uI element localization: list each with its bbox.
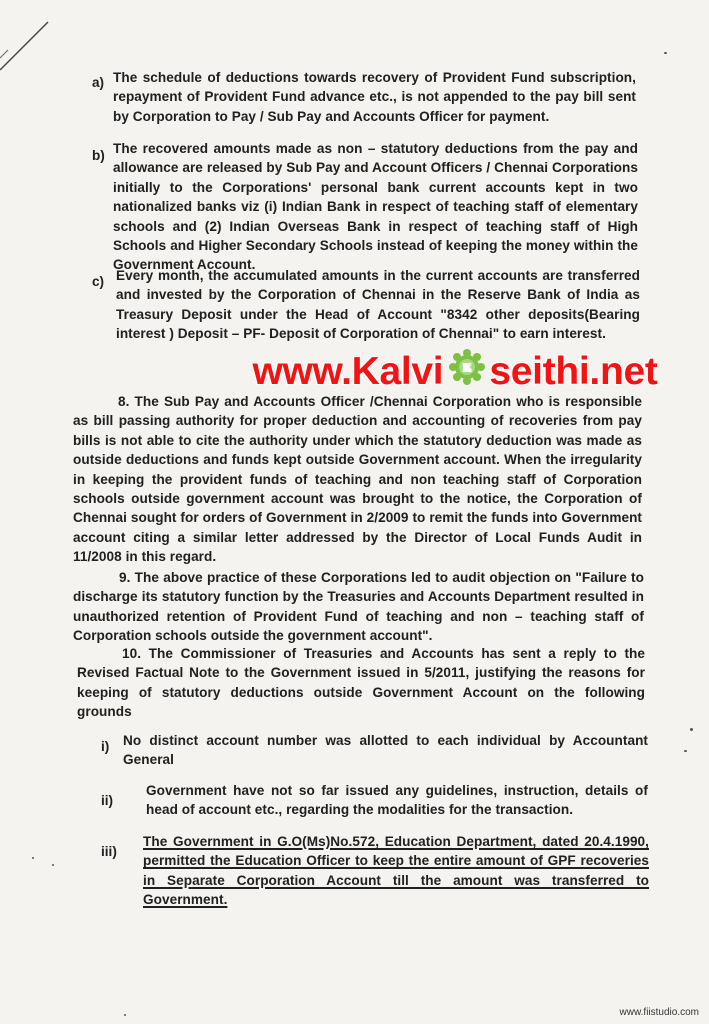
ground-ii-text: Government have not so far issued any guidelines, instruction, details of head of account etc., regarding the modalities for the transaction. <box>146 783 648 818</box>
paragraph-9: 9. The above practice of these Corporations led to audit objection on "Failure to discharge its statutory function by the Treasuries and Accounts Department resulted in unauthorized retention of Provident Fund of teaching and non – teaching staff of Corporation schools outside the government account". <box>73 570 644 644</box>
watermark-logo-letter: K <box>463 362 472 374</box>
item-c-text: Every month, the accumulated amounts in the current accounts are transferred and invested by the Corporation of Chennai in the Reserve Bank of India as Treasury Deposit under the Head of Account "8342 other deposits(Bearing interest ) Deposit – PF- Deposit of Corporation of Chennai" to earn interest. <box>116 268 640 342</box>
ground-ii-label: ii) <box>101 793 114 808</box>
footer-tag: www.fiistudio.com <box>619 1007 699 1018</box>
paragraph-10: 10. The Commissioner of Treasuries and Accounts has sent a reply to the Revised Factual Note to the Government issued in 5/2011, justifying the reasons for keeping of statutory deductions outside Government Account on the following grounds <box>77 646 645 720</box>
item-c-label: c) <box>92 274 105 289</box>
item-a-text: The schedule of deductions towards recovery of Provident Fund subscription, repayment of Provident Fund advance etc., is not appended to the pay bill sent by Corporation to Pay / Sub Pay and Accounts Officer for payment. <box>113 70 636 124</box>
watermark-logo-icon <box>449 349 485 395</box>
watermark-right: seithi.net <box>489 350 658 393</box>
ground-i-label: i) <box>101 739 110 754</box>
ground-i-text: No distinct account number was allotted to each individual by Accountant General <box>123 733 648 768</box>
item-b-label: b) <box>92 148 105 163</box>
item-a-label: a) <box>92 75 105 90</box>
scan-speck <box>684 750 687 752</box>
scan-speck <box>52 864 54 866</box>
ground-iii-text: The Government in G.O(Ms)No.572, Education Department, dated 20.4.1990, permitted the Education Officer to keep the entire amount of GPF recoveries in Separate Corporation Account till the amount was transferred to Government. <box>143 834 649 908</box>
scan-speck <box>664 52 667 54</box>
item-b-text: The recovered amounts made as non – statutory deductions from the pay and allowance are released by Sub Pay and Account Officers / Chennai Corporations initially to the Corporations' personal bank current accounts kept in two nationalized banks viz (i) Indian Bank in respect of teaching staff of elementary schools and (2) Indian Overseas Bank in respect of teaching staff of High Schools and Higher Secondary Schools instead of keeping the money within the Government Account. <box>113 141 638 273</box>
paragraph-8: 8. The Sub Pay and Accounts Officer /Chennai Corporation who is responsible as bill passing authority for proper deduction and accounting of recoveries from pay bills is not able to cite the authority under which the statutory deduction was made as outside deductions and funds kept outside Government account. When the irregularity in keeping the provident funds of teaching and non teaching staff of Corporation schools outside government account was brought to the notice, the Corporation of Chennai sought for orders of Government in 2/2009 to remit the funds into Government account citing a similar letter addressed by the Director of Local Funds Audit in 11/2008 in this regard. <box>73 394 642 565</box>
scan-speck <box>32 857 34 859</box>
ground-iii-label: iii) <box>101 844 117 859</box>
scan-speck <box>690 728 693 731</box>
watermark-left: www.Kalvi <box>252 350 444 393</box>
scan-speck <box>124 1014 126 1016</box>
